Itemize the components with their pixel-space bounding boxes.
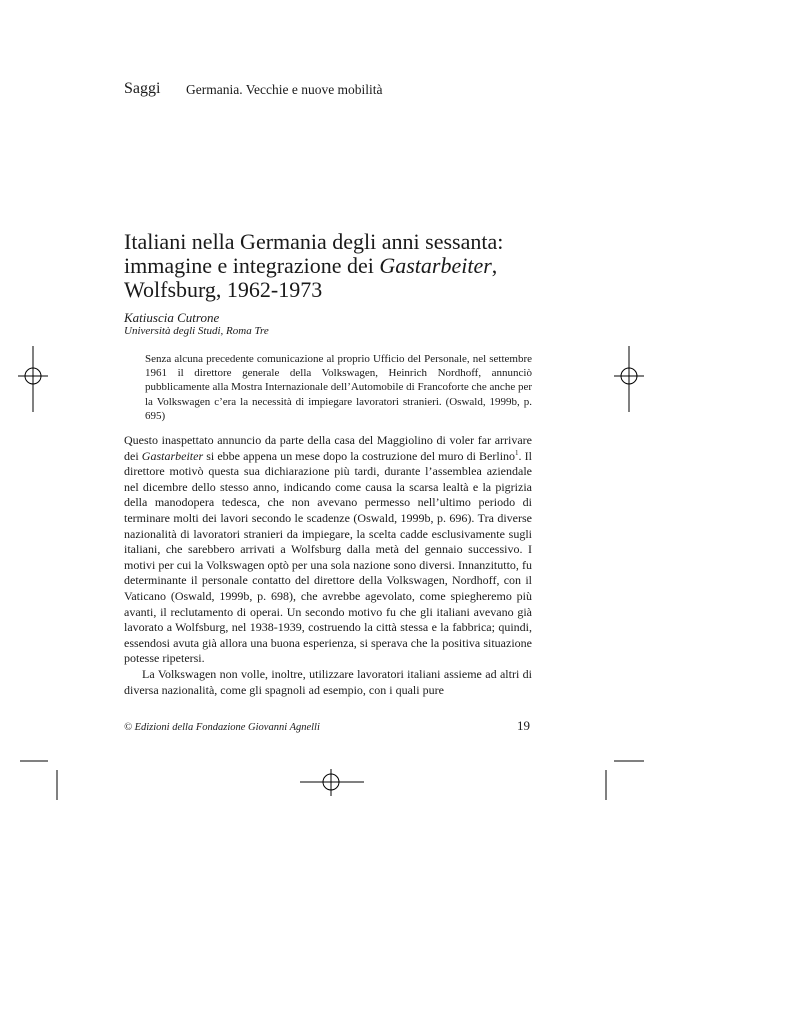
epigraph-quote: Senza alcuna precedente comunicazione al proprio Ufficio del Personale, nel settembre 1961 il direttore generale della Volkswagen, Heinrich Nordhoff, annunciò pubblicamente alla Mostra Internazionale dell’Automobile di Francoforte che anche per la Volkswagen c’era la necessità di impiegare lavoratori stranieri. (Oswald, 1999b, p. 695) <box>145 353 532 422</box>
p1-text-a: Questo inaspettato annuncio da parte della casa del Maggiolino di voler far arrivare dei <box>124 433 532 463</box>
author-name: Katiuscia Cutrone <box>124 310 220 325</box>
registration-mark-right <box>614 346 644 412</box>
p1-italic-term: Gastarbeiter <box>141 448 204 463</box>
title-line-1: Italiani nella Germania degli anni sessanta: <box>124 229 504 254</box>
author-affiliation: Università degli Studi, Roma Tre <box>124 325 269 337</box>
footnote-marker[interactable]: 1 <box>515 448 519 457</box>
title-line-2-text: immagine e integrazione dei <box>124 253 380 278</box>
registration-mark-left <box>18 346 48 412</box>
running-header-title: Germania. Vecchie e nuove mobilità <box>186 82 383 97</box>
title-italic-term: Gastarbeiter <box>379 253 492 278</box>
title-line-2-comma: , <box>491 253 498 278</box>
running-header-section: Saggi <box>124 80 161 97</box>
footer-publisher: © Edizioni della Fondazione Giovanni Agnelli <box>124 722 320 733</box>
p1-text-c: . Il direttore motivò questa sua dichiarazione più tardi, durante l’assemblea aziendale nel dicembre dello stesso anno, indicando come causa la scarsa lealtà e la pigrizia della manodopera tedesca, che non avevano permesso nell’ultimo periodo di terminare molti dei lavori secondo le scadenze (Oswald, 1999b, p. 696). Tra diverse nazionalità di lavoratori stranieri da impiegare, la scelta cadde esclusivamente sugli italiani, che sarebbero arrivati a Wolfsburg dalla metà del gennaio successivo. I motivi per cui la Volkswagen optò per una sola nazione sono diversi. Innanzitutto, fu determinante il personale contatto del direttore della Volkswagen, Nordhoff, con il Vaticano (Oswald, 1999b, p. 698), che avrebbe agevolato, come spiegheremo più avanti, il reclutamento di operai. Un secondo motivo fu che gli italiani avevano già lavorato a Wolfsburg, nel 1938-1939, costruendo la città stessa e la fabbrica; quindi, essendosi avuta già allora una buona esperienza, si sperava che la positiva situazione potesse ripetersi. <box>124 448 532 666</box>
crop-marks <box>20 761 644 800</box>
title-line-3: Wolfsburg, 1962-1973 <box>124 277 323 302</box>
registration-mark-bottom <box>300 769 364 796</box>
page-number: 19 <box>517 718 530 733</box>
p1-text-b: si ebbe appena un mese dopo la costruzione del muro di Berlino <box>203 448 516 463</box>
paragraph-2: La Volkswagen non volle, inoltre, utilizzare lavoratori italiani assieme ad altri di diversa nazionalità, come gli spagnoli ad esempio, con i quali pure <box>124 666 532 697</box>
